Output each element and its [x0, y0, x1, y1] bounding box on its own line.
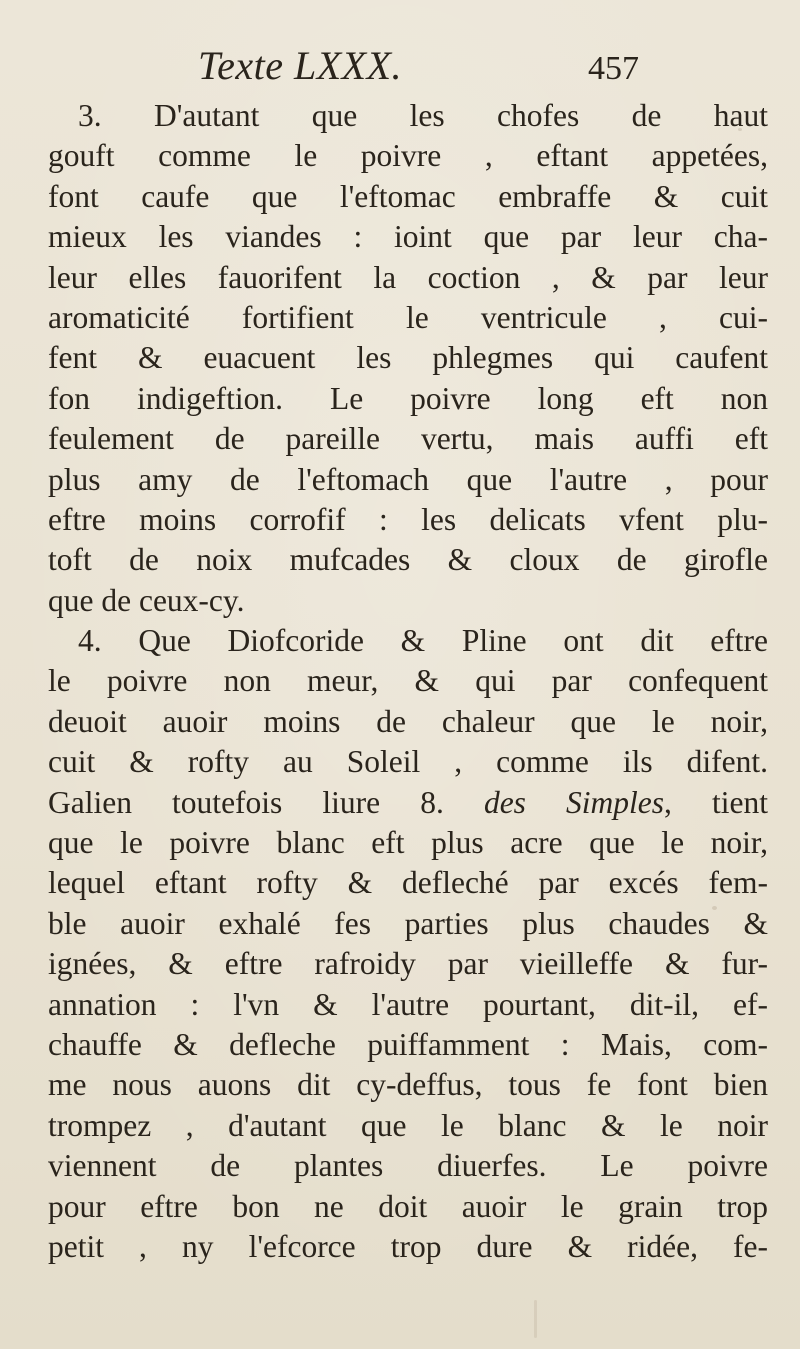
text-line: deuoit auoir moins de chaleur que le noir, [48, 703, 768, 739]
text-line: lequel eftant rofty & defleché par excés fem- [48, 865, 768, 901]
text-line: ignées, & eftre rafroidy par vieilleffe & fur- [48, 946, 768, 982]
text-line: annation : l'vn & l'autre pourtant, dit-il, ef- [48, 986, 768, 1022]
page-number: 457 [588, 50, 639, 87]
text-line-part: , tient [664, 784, 768, 820]
text-line: viennent de plantes diuerfes. Le poivre [48, 1148, 768, 1184]
text-line: que le poivre blanc eft plus acre que le noir, [48, 825, 768, 861]
text-line: 3. D'autant que les chofes de haut [78, 98, 768, 133]
body-text [48, 96, 768, 1267]
text-line: que de ceux-cy. [48, 582, 245, 618]
text-line: aromaticité fortifient le ventricule , cui- [48, 299, 768, 335]
paper-stain [738, 128, 742, 131]
page-header [0, 42, 800, 92]
text-line: cuit & rofty au Soleil , comme ils difent. [48, 744, 768, 780]
text-line: petit , ny l'efcorce trop dure & ridée, fe- [48, 1228, 768, 1264]
text-line: trompez , d'autant que le blanc & le noir [48, 1107, 768, 1143]
text-line [48, 783, 768, 823]
text-line: pour eftre bon ne doit auoir le grain trop [48, 1188, 768, 1224]
book-title-italic: des Simples [483, 784, 665, 820]
text-line: chauffe & defleche puiffamment : Mais, com- [48, 1026, 768, 1062]
text-line: leur elles fauorifent la coction , & par leur [48, 259, 768, 295]
paper-stain [534, 1300, 537, 1338]
text-line: le poivre non meur, & qui par confequent [48, 663, 768, 699]
text-line: me nous auons dit cy-deffus, tous fe font bien [48, 1067, 768, 1103]
text-line-part: Galien toutefois liure 8. [48, 784, 444, 820]
text-line: fon indigeftion. Le poivre long eft non [48, 380, 768, 416]
text-line: mieux les viandes : ioint que par leur cha- [48, 219, 768, 255]
text-line: toft de noix mufcades & cloux de girofle [48, 542, 768, 578]
text-line: eftre moins corrofif : les delicats vfent plu- [48, 501, 768, 537]
text-line: feulement de pareille vertu, mais auffi eft [48, 421, 768, 457]
text-line: plus amy de l'eftomach que l'autre , pour [48, 461, 768, 497]
paper-stain [712, 906, 717, 910]
text-line: gouft comme le poivre , eftant appetées, [48, 138, 768, 174]
running-title: Texte LXXX. [198, 43, 402, 88]
text-line: font caufe que l'eftomac embraffe & cuit [48, 178, 768, 214]
text-line: 4. Que Diofcoride & Pline ont dit eftre [78, 623, 768, 659]
text-line: ble auoir exhalé fes parties plus chaudes & [48, 905, 768, 941]
text-line: fent & euacuent les phlegmes qui caufent [48, 340, 768, 376]
